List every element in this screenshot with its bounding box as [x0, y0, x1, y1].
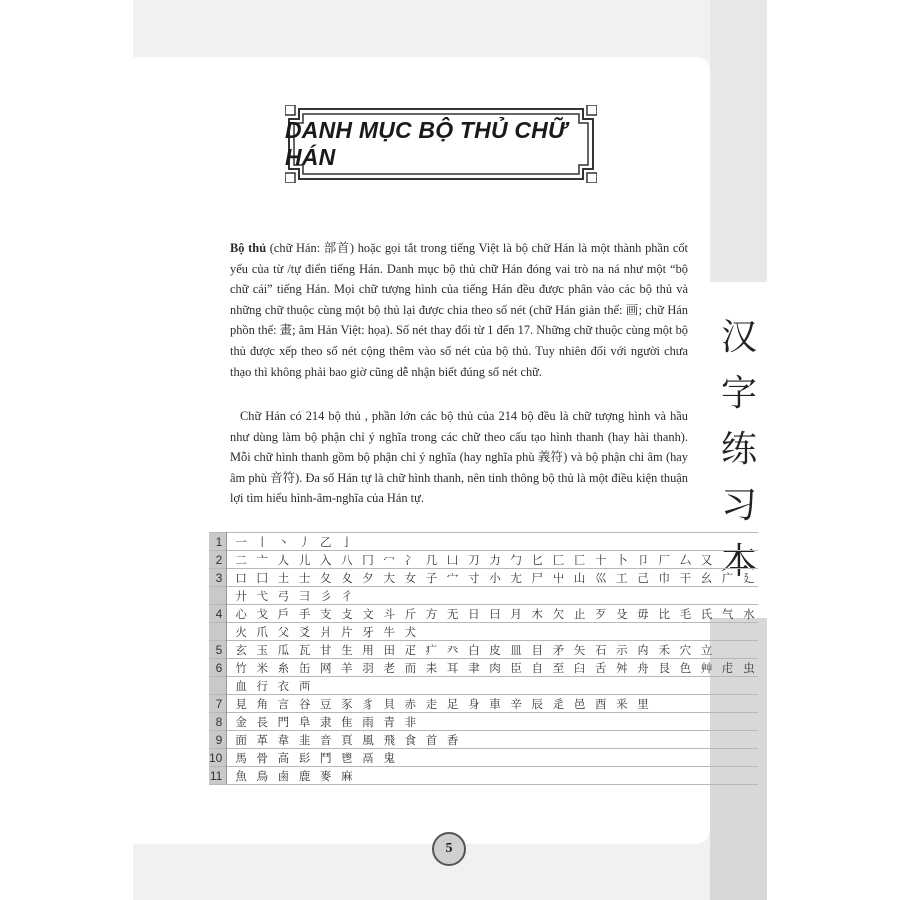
side-char: 习 [720, 485, 757, 526]
stroke-count-cell: 2 [209, 551, 227, 569]
table-row [209, 713, 758, 731]
stroke-count-cell: 7 [209, 695, 227, 713]
stroke-count-cell: 4 [209, 605, 227, 623]
radicals-cell: 馬 骨 高 髟 鬥 鬯 鬲 鬼 [227, 749, 758, 767]
table-row [209, 569, 758, 587]
intro-lead-term: Bộ thủ [230, 241, 267, 255]
table-row [209, 641, 758, 659]
table-row [209, 749, 758, 767]
page-number: 5 [432, 832, 466, 866]
page-title: DANH MỤC BỘ THỦ CHỮ HÁN [285, 117, 567, 170]
table-row [209, 533, 758, 551]
stroke-count-cell: 5 [209, 641, 227, 659]
intro-body: (chữ Hán: 部首) hoặc gọi tắt trong tiếng Việt là bộ chữ Hán là một thành phần cốt yếu của từ /tự điển tiếng Hán. Danh mục bộ thủ chữ Hán đóng vai trò na ná như một “bộ chữ cái” tiếng Hán. Mọi chữ tượng hình của tiếng Hán đều được phân vào các bộ thủ và những chữ thuộc cùng một bộ thủ lại được chia theo số nét (chữ Hán giản thể: 画; chữ Hán phồn thể: 畫; âm Hán Việt: họa). Số nét thay đổi từ 1 đến 17. Những chữ thuộc cùng một bộ thủ được xếp theo số nét cộng thêm vào số nét của bộ thủ. Tuy nhiên đối với người chưa thạo thì không phải bao giờ cũng dễ nhận biết đúng số nét chữ. [230, 241, 689, 379]
title-frame [285, 105, 597, 183]
stroke-count-cell: 8 [209, 713, 227, 731]
side-char: 字 [720, 373, 757, 414]
radicals-cell: 血 行 衣 襾 [227, 677, 758, 695]
stroke-count-cell: 6 [209, 659, 227, 677]
side-char: 本 [720, 541, 757, 582]
side-tab-top [710, 0, 767, 282]
table-row [209, 659, 758, 677]
stroke-count-cell: 1 [209, 533, 227, 551]
stroke-count-cell [209, 587, 227, 605]
side-char: 练 [720, 429, 757, 470]
intro-paragraph [230, 238, 688, 382]
radicals-cell: 竹 米 糸 缶 网 羊 羽 老 而 耒 耳 聿 肉 臣 自 至 臼 舌 舛 舟 艮 色 艸 虍 虫 [227, 659, 758, 677]
radicals-cell: 火 爪 父 爻 爿 片 牙 牛 犬 [227, 623, 758, 641]
table-row [209, 551, 758, 569]
stroke-count-cell [209, 623, 227, 641]
stroke-count-cell: 3 [209, 569, 227, 587]
radicals-cell: 心 戈 戶 手 支 攴 文 斗 斤 方 无 日 曰 月 木 欠 止 歹 殳 毋 比 毛 氏 气 水 [227, 605, 758, 623]
table-row [209, 587, 758, 605]
radicals-cell: 一 丨 丶 丿 乙 亅 [227, 533, 758, 551]
radicals-cell: 面 革 韋 韭 音 頁 風 飛 食 首 香 [227, 731, 758, 749]
radicals-cell: 二 亠 人 儿 入 八 冂 冖 冫 几 凵 刀 力 勹 匕 匚 匸 十 卜 卩 厂 厶 又 [227, 551, 758, 569]
stroke-count-cell [209, 677, 227, 695]
second-paragraph: Chữ Hán có 214 bộ thủ , phần lớn các bộ thủ của 214 bộ đều là chữ tượng hình và hầu như dùng làm bộ phận chỉ ý nghĩa trong các chữ theo cấu tạo hình thanh (hay hài thanh). Mỗi chữ hình thanh gồm bộ phận chỉ ý nghĩa (hay nghĩa phù 義符) và bộ phận chỉ âm (hay âm phù 音符). Đa số Hán tự là chữ hình thanh, nên tinh thông bộ thủ là một điều kiện thuận lợi tìm hiểu hình-âm-nghĩa của Hán tự. [230, 409, 688, 506]
stroke-count-cell: 11 [209, 767, 227, 785]
radicals-cell: 金 長 門 阜 隶 隹 雨 青 非 [227, 713, 758, 731]
table-row [209, 767, 758, 785]
table-row [209, 677, 758, 695]
table-row [209, 623, 758, 641]
side-char: 汉 [720, 317, 757, 358]
radicals-cell: 魚 鳥 鹵 鹿 麥 麻 [227, 767, 758, 785]
stroke-count-cell: 9 [209, 731, 227, 749]
radicals-cell: 廾 弋 弓 彐 彡 彳 [227, 587, 758, 605]
table-row [209, 731, 758, 749]
radicals-table [209, 532, 758, 785]
table-row [209, 695, 758, 713]
table-row [209, 605, 758, 623]
stroke-count-cell: 10 [209, 749, 227, 767]
radicals-cell: 口 囗 土 士 夂 夊 夕 大 女 子 宀 寸 小 尢 尸 屮 山 巛 工 己 巾 干 幺 广 廴 [227, 569, 758, 587]
radicals-cell: 玄 玉 瓜 瓦 甘 生 用 田 疋 疒 癶 白 皮 皿 目 矛 矢 石 示 禸 禾 穴 立 [227, 641, 758, 659]
radicals-cell: 見 角 言 谷 豆 豕 豸 貝 赤 走 足 身 車 辛 辰 辵 邑 酉 釆 里 [227, 695, 758, 713]
